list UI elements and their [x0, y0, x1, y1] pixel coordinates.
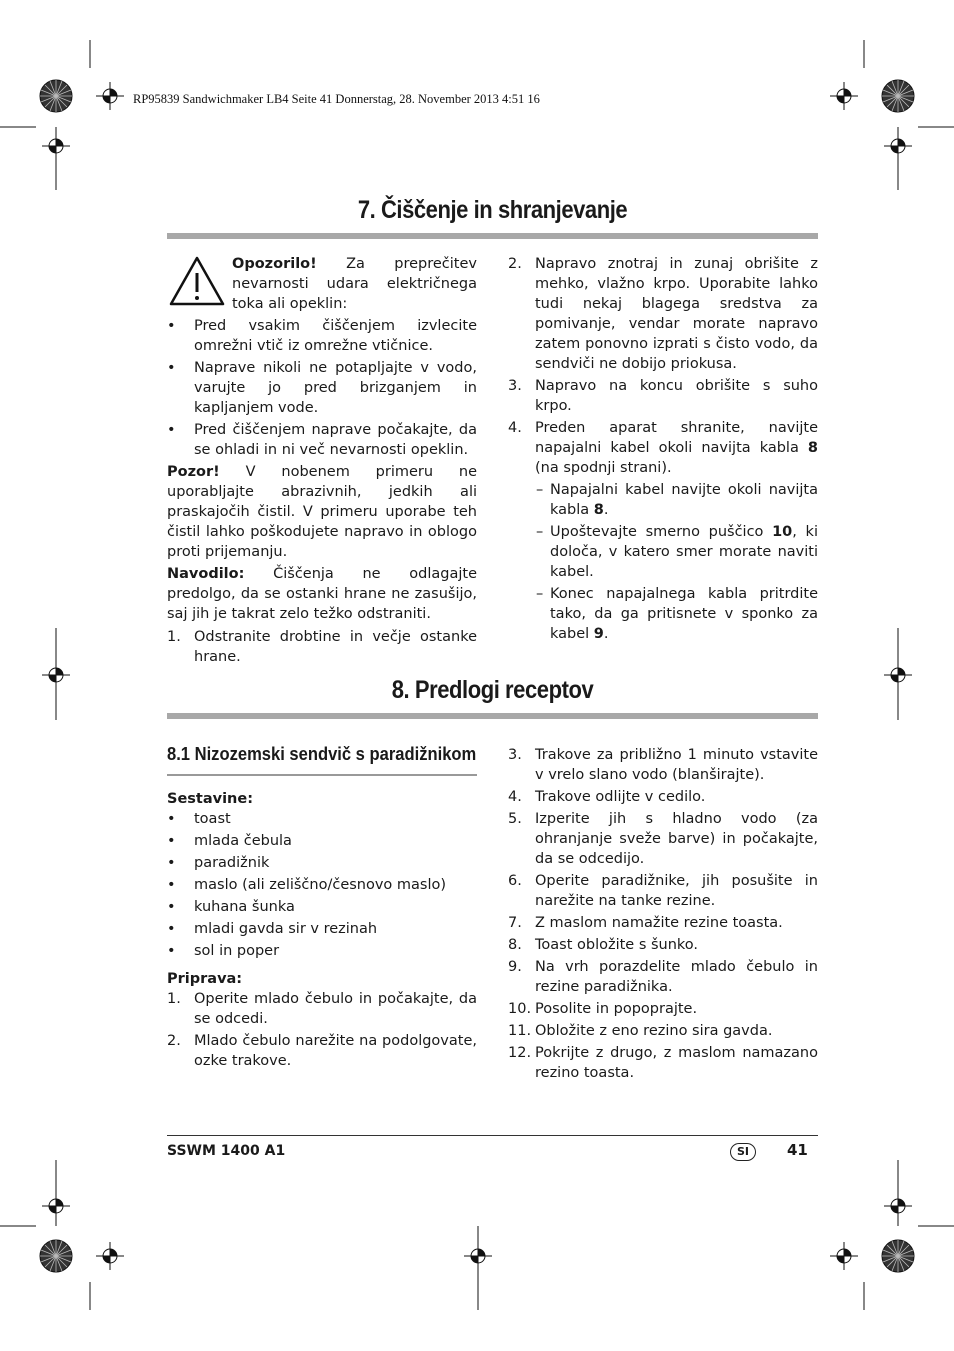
tip-note: Navodilo: Čiščenja ne odlagajte predolgo, da se ostanki hrane ne zasušijo, saj jih je takrat zelo težko odstraniti.	[167, 566, 478, 622]
list-item: • maslo (ali zeliščno/česnovo maslo)	[167, 877, 447, 893]
section-8-rule	[167, 713, 818, 719]
list-item: 9. Na vrh porazdelite mlado čebulo in rezine paradižnika.	[508, 959, 818, 995]
ingredients-list	[167, 809, 477, 961]
page-number: 41	[787, 1141, 808, 1159]
recipe-title-rule	[167, 774, 477, 776]
caution-note: Pozor! V nobenem primeru ne uporabljajte abrazivnih, jedkih ali praskajočih čistil. V primeru uporabe teh čistil lahko poškodujete napravo in oblogo proti prijemanju.	[167, 464, 478, 560]
list-item: – Napajalni kabel navijte okoli navijta kabla 8.	[536, 482, 818, 518]
warning-label: Opozorilo!	[232, 256, 317, 272]
list-item: 1. Operite mlado čebulo in počakajte, da se odcedi.	[167, 991, 477, 1027]
section-7-right-column	[508, 254, 818, 646]
list-item: 7. Z maslom namažite rezine toasta.	[508, 915, 783, 931]
recipe-left-column	[167, 789, 477, 1073]
warning-block	[232, 254, 477, 314]
list-item: 3. Trakove za približno 1 minuto vstavite v vrelo slano vodo (blanširajte).	[508, 747, 818, 783]
list-item: • Naprave nikoli ne potapljajte v vodo, varujte jo pred brizganjem in kapljanjem vode.	[167, 360, 477, 416]
list-item: • mladi gavda sir v rezinah	[167, 921, 378, 937]
list-item: • paradižnik	[167, 855, 270, 871]
preparation-steps-left	[167, 989, 477, 1071]
cleaning-steps-left	[167, 627, 477, 667]
section-7-left-column	[167, 316, 477, 669]
list-item: 4. Preden aparat shranite, navijte napajalni kabel okoli navijta kabla 8 (na spodnji strani).	[508, 420, 818, 476]
list-item: 5. Izperite jih s hladno vodo (za ohranjanje sveže barve) in počakajte, da se odcedijo.	[508, 811, 818, 867]
list-item: • sol in poper	[167, 943, 280, 959]
list-item: 10. Posolite in popoprajte.	[508, 1001, 698, 1017]
print-info: RP95839 Sandwichmaker LB4 Seite 41 Donnerstag, 28. November 2013 4:51 16	[133, 92, 540, 106]
cleaning-steps-right	[508, 254, 818, 478]
section-8-title: 8. Predlogi receptov	[391, 676, 594, 704]
list-item: 11. Obložite z eno rezino sira gavda.	[508, 1023, 773, 1039]
model-number: SSWM 1400 A1	[167, 1143, 286, 1159]
list-item: 2. Napravo znotraj in zunaj obrišite z mehko, vlažno krpo. Uporabite lahko tudi nekaj blagega sredstva za pomivanje, vendar morate napravo zatem ponovno izprati s čisto vodo, da sendviči ne dobijo priokusa.	[508, 256, 818, 372]
list-item: – Upoštevajte smerno puščico 10, ki določa, v katero smer morate naviti kabel.	[536, 524, 818, 580]
ingredients-label: Sestavine:	[167, 791, 254, 807]
storage-dashes	[508, 480, 818, 644]
section-7-rule	[167, 233, 818, 239]
list-item: 12. Pokrijte z drugo, z maslom namazano rezino toasta.	[508, 1045, 818, 1081]
list-item: 2. Mlado čebulo narežite na podolgovate, ozke trakove.	[167, 1033, 477, 1069]
footer-rule	[167, 1135, 818, 1136]
list-item: 6. Operite paradižnike, jih posušite in narežite na tanke rezine.	[508, 873, 818, 909]
list-item: • Pred čiščenjem naprave počakajte, da se ohladi in ni več nevarnosti opeklin.	[167, 422, 477, 458]
list-item: 8. Toast obložite s šunko.	[508, 937, 699, 953]
safety-bullets	[167, 316, 477, 460]
list-item: • kuhana šunka	[167, 899, 295, 915]
recipe-title: 8.1 Nizozemski sendvič s paradižnikom	[167, 744, 477, 764]
language-badge: SI	[730, 1143, 756, 1161]
list-item: • Pred vsakim čiščenjem izvlecite omrežni vtič iz omrežne vtičnice.	[167, 318, 477, 354]
recipe-right-column	[508, 745, 818, 1085]
preparation-steps-right	[508, 745, 818, 1083]
section-7-title: 7. Čiščenje in shranjevanje	[357, 196, 628, 224]
list-item: 3. Napravo na koncu obrišite s suho krpo.	[508, 378, 818, 414]
list-item: – Konec napajalnega kabla pritrdite tako, da ga pritisnete v sponko za kabel 9.	[536, 586, 818, 642]
list-item: 1. Odstranite drobtine in večje ostanke hrane.	[167, 629, 477, 665]
list-item: • mlada čebula	[167, 833, 292, 849]
warning-triangle-icon	[168, 255, 226, 307]
list-item: • toast	[167, 811, 231, 827]
list-item: 4. Trakove odlijte v cedilo.	[508, 789, 706, 805]
warning-text: Za preprečitev nevarnosti udara električnega toka ali opeklin:	[232, 256, 477, 312]
preparation-label: Priprava:	[167, 971, 243, 987]
